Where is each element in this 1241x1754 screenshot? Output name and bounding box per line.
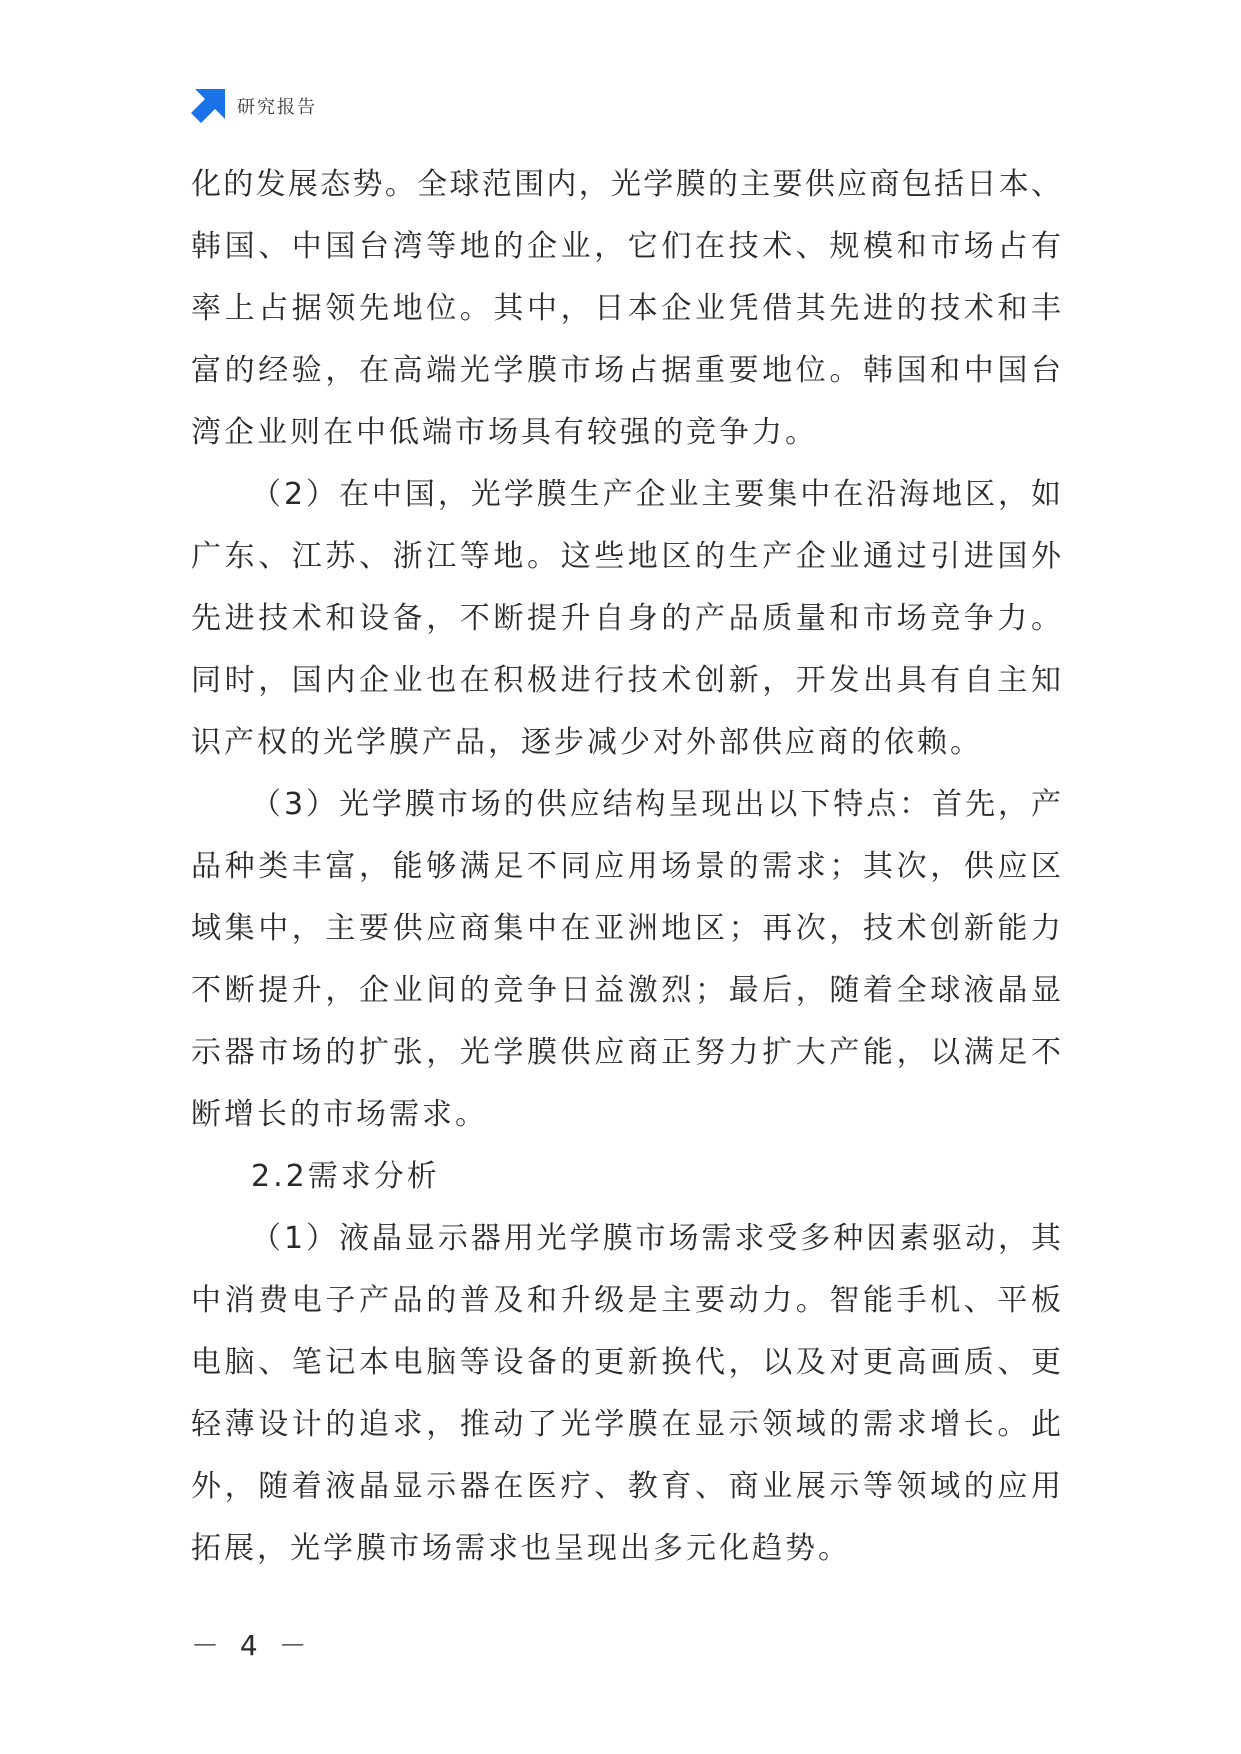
text-line: 化的发展态势。全球范围内，光学膜的主要供应商包括日本、 [191,167,1061,202]
text-line: 不断提升，企业间的竞争日益激烈；最后，随着全球液晶显 [191,973,1061,1008]
text-line: 断增长的市场需求。 [191,1097,488,1132]
paragraph-start-line: （2）在中国，光学膜生产企业主要集中在沿海地区，如 [251,477,1061,512]
text-line: 域集中，主要供应商集中在亚洲地区；再次，技术创新能力 [191,911,1061,946]
brand-title: 研究报告 [237,97,317,118]
paragraph-start-line: （3）光学膜市场的供应结构呈现出以下特点：首先，产 [251,787,1061,822]
text-line: 轻薄设计的追求，推动了光学膜在显示领域的需求增长。此 [191,1407,1061,1442]
text-line: 示器市场的扩张，光学膜供应商正努力扩大产能，以满足不 [191,1035,1061,1070]
text-line: 同时，国内企业也在积极进行技术创新，开发出具有自主知 [191,663,1061,698]
document-body [191,154,1061,1580]
text-line: 中消费电子产品的普及和升级是主要动力。智能手机、平板 [191,1283,1061,1318]
text-line: 品种类丰富，能够满足不同应用场景的需求；其次，供应区 [191,849,1061,884]
text-line: 湾企业则在中低端市场具有较强的竞争力。 [191,415,818,450]
text-line: 电脑、笔记本电脑等设备的更新换代，以及对更高画质、更 [191,1345,1061,1380]
text-line: 韩国、中国台湾等地的企业，它们在技术、规模和市场占有 [191,229,1061,264]
text-line: 先进技术和设备，不断提升自身的产品质量和市场竞争力。 [191,601,1061,636]
text-line: 外，随着液晶显示器在医疗、教育、商业展示等领域的应用 [191,1469,1061,1504]
text-line: 识产权的光学膜产品，逐步减少对外部供应商的依赖。 [191,725,983,760]
paragraph-start-line: （1）液晶显示器用光学膜市场需求受多种因素驱动，其 [251,1221,1061,1256]
section-heading: 2.2需求分析 [251,1159,440,1194]
page-number: － 4 － [191,1629,313,1662]
text-line: 拓展，光学膜市场需求也呈现出多元化趋势。 [191,1531,851,1566]
arrow-up-right-logo-icon [191,89,225,123]
text-line: 率上占据领先地位。其中，日本企业凭借其先进的技术和丰 [191,291,1061,326]
text-line: 广东、江苏、浙江等地。这些地区的生产企业通过引进国外 [191,539,1061,574]
page-header [191,89,317,123]
text-line: 富的经验，在高端光学膜市场占据重要地位。韩国和中国台 [191,353,1061,388]
